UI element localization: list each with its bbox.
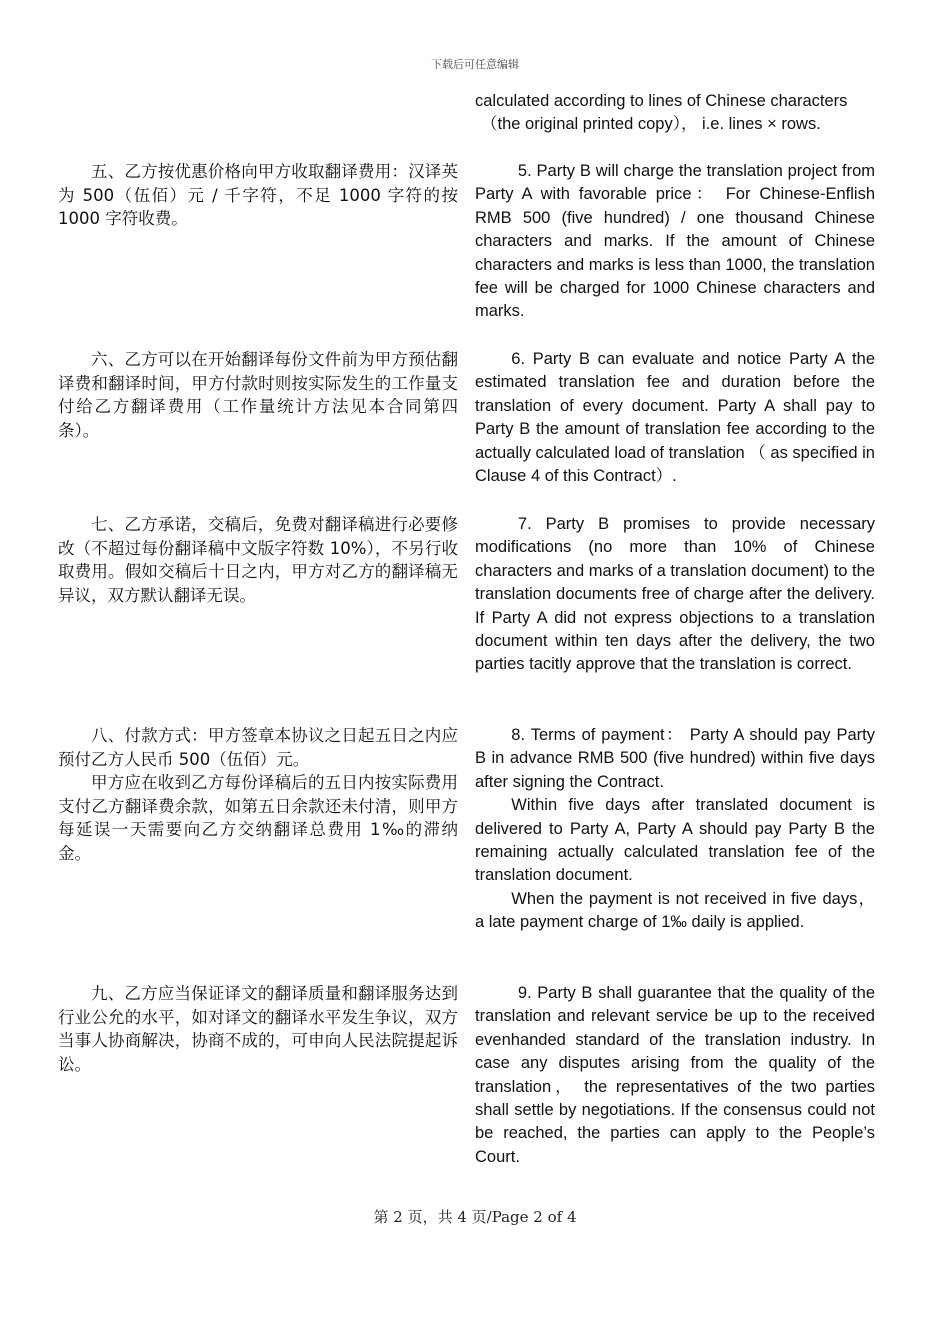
clause-9-zh-para: 九、乙方应当保证译文的翻译质量和翻译服务达到行业公允的水平，如对译文的翻译水平发生争议，双方当事人协商解决，协商不成的，可申向人民法院提起诉讼。	[58, 984, 458, 1074]
continuation-line-2: （the original printed copy）， i.e. lines × rows.	[481, 115, 821, 134]
clause-7-en-para: 7. Party B promises to provide necessary modifications (no more than 10% of Chinese characters and marks of a translation document) to the translation documents free of charge after the delivery. If Party A did not express objections to a translation document within ten days after the delivery, the two parties tacitly approve that the translation is correct.	[475, 515, 875, 674]
clause-8-en-para-2: Within five days after translated document is delivered to Party A, Party A should pay Party B the remaining actually calculated translation fee of the translation document.	[475, 796, 875, 885]
clause-8-en	[475, 724, 875, 935]
clause-6-en	[475, 348, 875, 488]
continuation-line-1: calculated according to lines of Chinese characters	[475, 92, 848, 110]
page-number-footer: 第 2 页，共 4 页/Page 2 of 4	[373, 1208, 577, 1226]
clause-8-en-para-1: 8. Terms of payment： Party A should pay Party B in advance RMB 500 (five hundred) within five days after signing the Contract.	[475, 726, 875, 791]
clause-5-zh-para: 五、乙方按优惠价格向甲方收取翻译费用：汉译英为 500（伍佰）元 / 千字符，不足 1000 字符的按 1000 字符收费。	[58, 162, 458, 228]
clause-7-zh	[58, 513, 458, 607]
clause-8-zh	[58, 724, 458, 865]
clause-9-zh	[58, 982, 458, 1076]
clause-8-zh-para-2: 甲方应在收到乙方每份译稿后的五日内按实际费用支付乙方翻译费余款，如第五日余款还未付清，则甲方每延误一天需要向乙方交纳翻译总费用 1‰的滞纳金。	[58, 773, 458, 863]
clause-5-en-para: 5. Party B will charge the translation project from Party A with favorable price： For Chinese-Enflish RMB 500 (five hundred) / one thousand Chinese characters and marks. If the amount of Chinese characters and marks is less than 1000, the translation fee will be charged for 1000 Chinese characters and marks.	[475, 162, 875, 321]
clause-8-en-para-3: When the payment is not received in five days， a late payment charge of 1‰ daily is applied.	[475, 889, 875, 932]
clause-9-en-para: 9. Party B shall guarantee that the quality of the translation and relevant service be up to the received evenhanded standard of the translation industry. In case any disputes arising from the quality of the translation， the representatives of the two parties shall settle by negotiations. If the consensus could not be reached, the parties can apply to the People’s Court.	[475, 984, 875, 1166]
page-header-note: 下载后可任意编辑	[431, 58, 519, 71]
clause-7-en	[475, 513, 875, 677]
clause-5-en	[475, 160, 875, 324]
clause-5-zh	[58, 160, 458, 231]
clause-6-zh-para: 六、乙方可以在开始翻译每份文件前为甲方预估翻译费和翻译时间，甲方付款时则按实际发生的工作量支付给乙方翻译费用（工作量统计方法见本合同第四条）。	[58, 350, 458, 440]
clause-7-zh-para: 七、乙方承诺，交稿后，免费对翻译稿进行必要修改（不超过每份翻译稿中文版字符数 10%），不另行收取费用。假如交稿后十日之内，甲方对乙方的翻译稿无异议，双方默认翻译无误。	[58, 515, 458, 605]
clause-6-zh	[58, 348, 458, 442]
clause-6-en-para: 6. Party B can evaluate and notice Party A the estimated translation fee and duration before the translation of every document. Party A shall pay to Party B the amount of translation fee according to the actually calculated load of translation （ as specified in Clause 4 of this Contract）.	[475, 350, 875, 486]
clause-8-zh-para-1: 八、付款方式：甲方签章本协议之日起五日之内应预付乙方人民币 500（伍佰）元。	[58, 726, 458, 769]
clause-9-en	[475, 982, 875, 1169]
continuation-text	[475, 90, 875, 137]
